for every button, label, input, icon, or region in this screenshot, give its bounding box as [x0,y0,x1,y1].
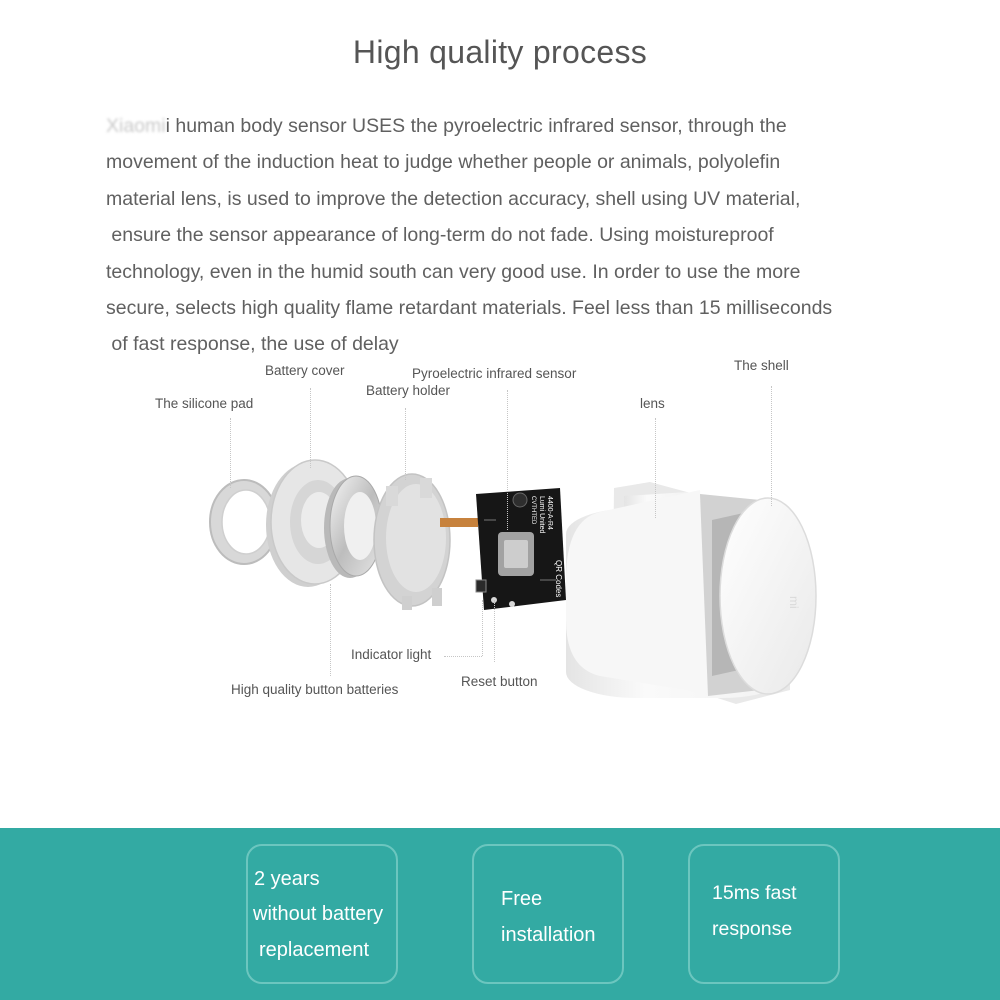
label-pir-sensor: Pyroelectric infrared sensor [412,366,577,381]
label-battery-cover: Battery cover [265,363,345,378]
feature-fast-response-line-1: 15ms fast [712,882,797,904]
description-line-6: secure, selects high quality flame retardant materials. Feel less than 15 milliseconds [106,297,833,320]
feature-fast-response-line-2: response [712,918,793,940]
leader-indicator-light [444,656,482,657]
feature-band [0,828,1000,1000]
feature-battery-life-line-1: 2 years [254,868,320,890]
feature-free-installation-line-2: installation [501,924,596,946]
feature-battery-life [246,844,398,984]
label-shell: The shell [734,358,789,373]
feature-battery-life-line-2: without battery [253,903,384,925]
leader-shell [771,386,772,506]
leader-lens [655,418,656,518]
description-line-2: movement of the induction heat to judge whether people or animals, polyolefin [106,151,781,174]
leader-battery-holder [405,408,406,480]
description-line-5: technology, even in the humid south can very good use. In order to use the more [106,260,801,283]
leader-batteries [330,584,331,676]
page-title: High quality process [352,34,648,70]
blurred-brand-text: Xiaomi [106,115,166,137]
shell-logo-text: mi [787,596,801,609]
label-lens: lens [640,396,665,411]
feature-fast-response [688,844,840,984]
pcb-marking-text: CVTHTED [530,496,536,525]
label-indicator-light: Indicator light [351,647,432,662]
feature-free-installation [472,844,624,984]
pcb-qr-text: QR Codes [554,560,563,598]
description-line-4: ensure the sensor appearance of long-term do not fade. Using moistureproof [106,224,774,247]
leader-indicator-light-v [482,600,483,656]
feature-free-installation-line-1: Free [501,888,543,910]
leader-reset-button [494,600,495,662]
outer-shell-part [566,482,816,704]
description-line-3: material lens, is used to improve the detection accuracy, shell using UV material, [106,187,801,210]
leader-silicone-pad [230,418,231,488]
battery-holder-part [374,474,478,610]
label-battery-holder: Battery holder [366,383,451,398]
coin-battery-part [324,476,382,578]
description-line-7: of fast response, the use of delay [106,333,399,356]
leader-pir-sensor [507,390,508,530]
pcb-brand-text: Lumi United [538,496,545,534]
pcb-model-text: 4400-A-R4 [546,496,553,530]
label-reset-button: Reset button [461,674,538,689]
leader-battery-cover [310,388,311,468]
description-line-1: Xiaomii human body sensor USES the pyroelectric infrared sensor, through the [106,115,787,137]
feature-battery-life-line-3: replacement [259,939,370,961]
label-silicone-pad: The silicone pad [155,396,254,411]
label-batteries: High quality button batteries [231,682,399,697]
